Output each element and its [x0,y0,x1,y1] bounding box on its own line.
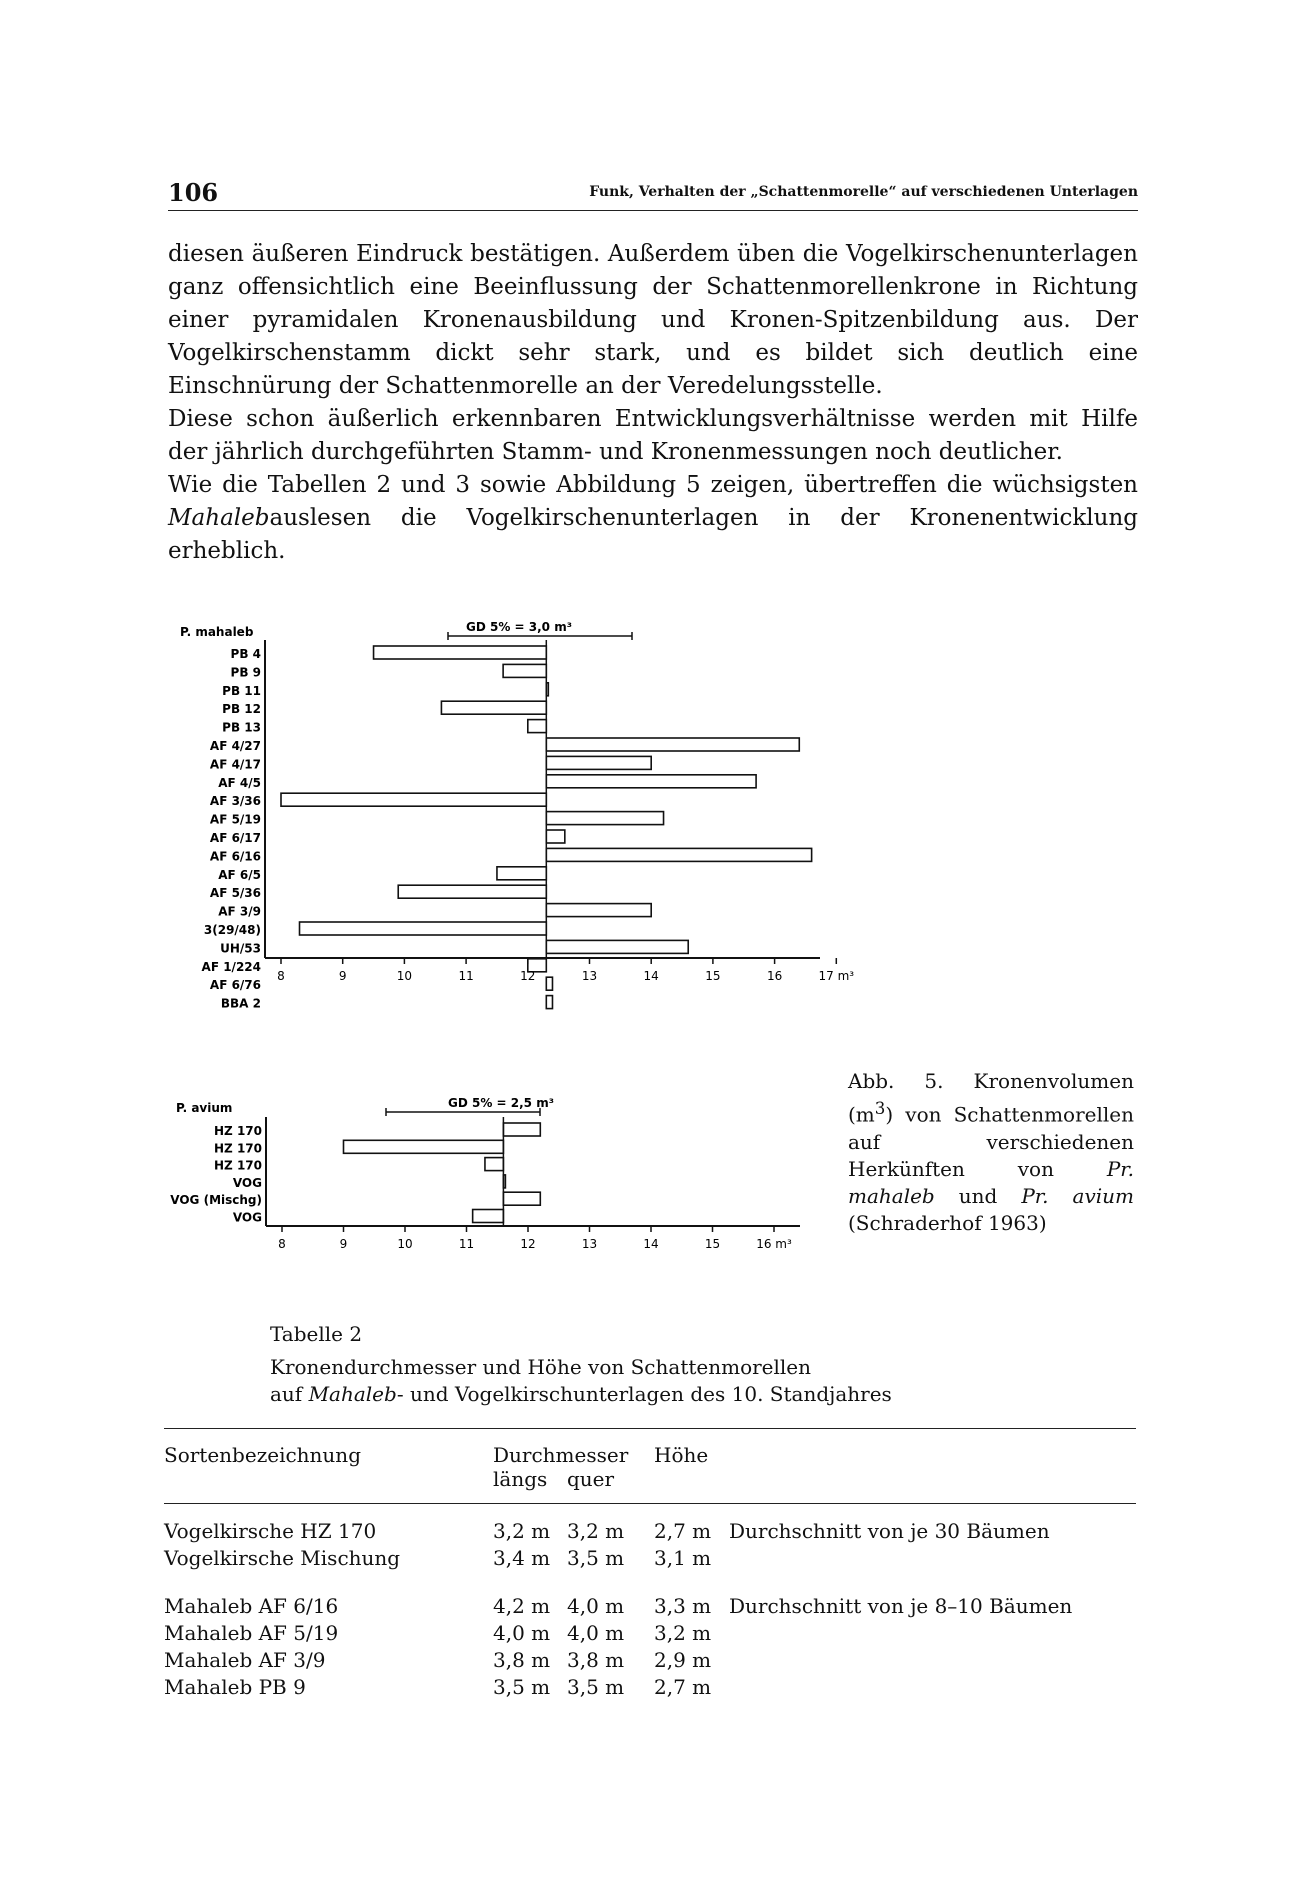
table-row [164,1674,1136,1701]
category-label: HZ 170 [214,1141,262,1156]
table-row [164,1545,1136,1572]
table-caption-line-2 [270,1381,1070,1408]
tick-label: 10 [397,1237,413,1251]
bar [374,646,547,659]
tick-label: 12 [520,969,536,983]
table-caption-text-b: - und Vogelkirschunterlagen des 10. Standjahres [396,1382,892,1406]
category-label: VOG [232,1210,262,1225]
bar [546,904,651,917]
chart-title: P. avium [176,1101,233,1115]
cell-note [729,1620,1136,1647]
page-header [168,178,1138,211]
bar [546,812,663,825]
cell-across: 3,5 m [567,1546,625,1570]
table-row [164,1504,1136,1546]
cell-across: 4,0 m [567,1594,625,1618]
cell-name: Mahaleb PB 9 [164,1675,306,1699]
tick-label: 13 [581,1237,598,1251]
tick-label: 9 [338,969,347,983]
header-across: quer [567,1467,654,1504]
tick-label: 17 m³ [818,969,855,983]
category-label: AF 6/5 [218,867,261,882]
table-caption-italic: Mahaleb [308,1382,397,1406]
bar [503,1175,505,1188]
cell-note [729,1674,1136,1701]
cell-across: 3,5 m [567,1675,625,1699]
bar [546,738,799,751]
cell-name: Mahaleb AF 3/9 [164,1648,326,1672]
category-label: PB 12 [222,702,261,717]
cell-across: 4,0 m [567,1621,625,1645]
category-label: AF 5/36 [209,886,261,901]
bar [473,1210,504,1223]
paragraph-3-text-a: Wie die Tabellen 2 und 3 sowie Abbildung 5 zeigen, übertreffen die wüchsigsten [168,472,1138,498]
category-label: PB 9 [230,665,261,680]
bar [300,922,547,935]
category-label: AF 4/17 [209,757,261,772]
gd-annotation: GD 5% = 3,0 m³ [466,620,572,634]
tick-label: 14 [643,969,659,983]
category-label: AF 3/36 [209,794,261,809]
tick-label: 11 [458,969,474,983]
tick-label: 14 [643,1237,659,1251]
bar [546,940,688,953]
bar [546,848,811,861]
cell-along: 4,0 m [493,1621,551,1645]
cell-note [729,1545,1136,1572]
bar [497,867,546,880]
bar [546,756,651,769]
cell-note [729,1647,1136,1674]
table-group-mahaleb [164,1572,1136,1701]
table-caption [270,1354,1070,1408]
cell-along: 4,2 m [493,1594,551,1618]
table-caption-text-a: auf [270,1382,303,1406]
category-label: AF 6/17 [209,831,261,845]
bar [398,885,546,898]
cell-height: 3,3 m [654,1594,712,1618]
cell-note: Durchschnitt von je 30 Bäumen [729,1519,1050,1543]
tick-label: 8 [278,1237,286,1251]
category-label: VOG [232,1175,262,1190]
category-label: PB 4 [230,647,261,661]
caption-text-d: (Schraderhof 1963) [848,1210,1047,1235]
caption-pr-mahaleb: Pr. mahaleb [848,1156,1134,1208]
bar [546,996,552,1009]
tick-label: 16 m³ [756,1237,792,1251]
bar [281,793,546,806]
header-along: längs [493,1467,567,1504]
figure-caption [848,1068,1134,1237]
bar [546,775,756,788]
subheader-empty-2 [654,1467,729,1504]
table-row [164,1620,1136,1647]
gd-annotation: GD 5% = 2,5 m³ [448,1096,554,1110]
cell-along: 3,2 m [493,1519,551,1543]
category-label: PB 13 [222,720,261,735]
paragraph-2: Diese schon äußerlich erkennbaren Entwicklungsverhältnisse werden mit Hilfe der jährlich durchgeführten Stamm- und Kronenmessungen noch deutlicher. [168,406,1138,465]
subheader-empty-3 [729,1467,1136,1504]
table-group-vogelkirsche [164,1504,1136,1573]
bar [485,1158,503,1171]
category-label: AF 1/224 [201,959,261,974]
cell-along: 3,5 m [493,1675,551,1699]
bar [546,683,548,696]
table-header-row [164,1429,1136,1468]
header-name: Sortenbezeichnung [164,1429,493,1468]
tick-label: 13 [581,969,598,983]
category-label: HZ 170 [214,1158,262,1173]
header-diameter: Durchmesser [493,1429,654,1468]
paragraph-3 [168,469,1138,568]
category-label: AF 3/9 [218,904,261,919]
cell-name: Mahaleb AF 5/19 [164,1621,339,1645]
category-label: PB 11 [222,683,261,698]
caption-text-b: ) von Schattenmorellen auf verschiedenen Herkünften von [848,1102,1134,1181]
tick-label: 12 [520,1237,536,1251]
category-label: AF 6/76 [209,978,261,993]
bar [503,1123,540,1136]
tick-label: 8 [277,969,285,983]
cell-height: 3,1 m [654,1546,712,1570]
tick-label: 15 [704,1237,721,1251]
caption-text-a: Abb. 5. Kronenvolumen (m [848,1069,1134,1127]
body-text [168,238,1138,568]
bar [546,830,565,843]
cell-along: 3,8 m [493,1648,551,1672]
cell-height: 2,7 m [654,1675,712,1699]
tick-label: 11 [458,1237,475,1251]
page-number: 106 [168,178,219,207]
cell-height: 3,2 m [654,1621,712,1645]
category-label: HZ 170 [214,1124,262,1138]
chart-title: P. mahaleb [180,625,254,639]
table-row [164,1572,1136,1620]
tick-label: 16 [766,969,783,983]
category-label: 3(29/48) [203,923,261,937]
subheader-empty [164,1467,493,1504]
category-label: AF 6/16 [209,849,261,864]
bar [441,701,546,714]
cell-across: 3,2 m [567,1519,625,1543]
table-caption-line-1: Kronendurchmesser und Höhe von Schattenmorellen [270,1355,812,1379]
paragraph-1: diesen äußeren Eindruck bestätigen. Außerdem üben die Vogelkirschenunterlagen ganz offensichtlich eine Beeinflussung der Schattenmorellenkrone in Richtung einer pyramidalen Kronenausbildung und Kronen-Spitzenbildung aus. Der Vogelkirschenstamm dickt sehr stark, und es bildet sich deutlich eine Einschnürung der Schattenmorelle an der Veredelungsstelle. [168,241,1138,399]
tick-label: 10 [396,969,413,983]
bar [546,977,552,990]
paragraph-3-italic: Mahaleb [168,505,270,531]
caption-text-c: und [958,1183,998,1208]
cell-height: 2,9 m [654,1648,712,1672]
table-title: Tabelle 2 [270,1322,363,1346]
table-row [164,1647,1136,1674]
cell-note: Durchschnitt von je 8–10 Bäumen [729,1594,1073,1618]
caption-superscript: 3 [874,1099,886,1118]
header-height: Höhe [654,1429,729,1468]
bar [528,959,547,972]
caption-pr-avium: Pr. avium [1021,1183,1134,1208]
category-label: AF 5/19 [209,812,261,827]
header-empty [729,1429,1136,1468]
cell-along: 3,4 m [493,1546,551,1570]
table-subheader-row [164,1467,1136,1504]
running-head: Funk, Verhalten der „Schattenmorelle“ auf verschiedenen Unterlagen [589,184,1138,200]
category-label: AF 4/5 [218,775,261,790]
data-table [164,1428,1136,1701]
tick-label: 15 [705,969,721,983]
bar [528,720,547,733]
cell-name: Mahaleb AF 6/16 [164,1594,339,1618]
category-label: AF 4/27 [209,739,261,753]
tick-label: 9 [339,1237,348,1251]
cell-name: Vogelkirsche Mischung [164,1546,401,1570]
cell-height: 2,7 m [654,1519,712,1543]
cell-name: Vogelkirsche HZ 170 [164,1519,377,1543]
category-label: BBA 2 [220,996,261,1011]
bar [503,664,546,677]
category-label: VOG (Mischg) [170,1193,262,1208]
category-label: UH/53 [220,941,261,956]
bar [503,1192,540,1205]
cell-across: 3,8 m [567,1648,625,1672]
bar [344,1140,504,1153]
paragraph-3-text-b: auslesen die Vogelkirschenunterlagen in der Kronenentwicklung erheblich. [168,505,1138,564]
